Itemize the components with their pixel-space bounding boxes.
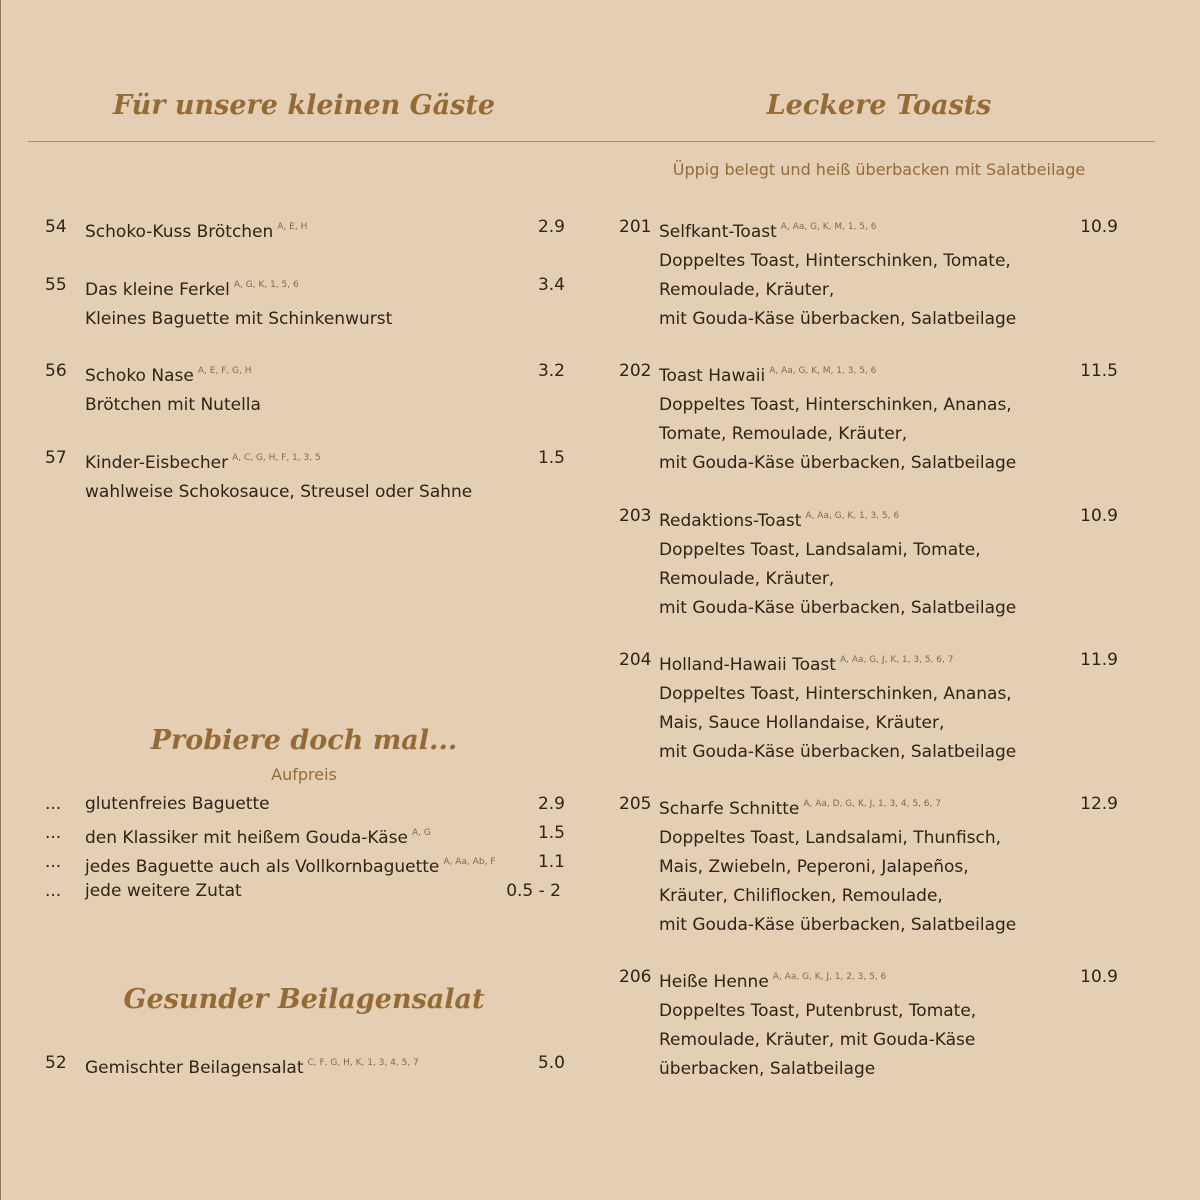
item-bullet: ...	[45, 852, 62, 872]
item-name: den Klassiker mit heißem Gouda-Käse	[85, 828, 408, 848]
item-bullet: ...	[45, 794, 62, 814]
item-number: 205	[619, 794, 652, 814]
toasts-heading: Leckere Toasts	[766, 90, 992, 121]
item-name: Das kleine Ferkel	[85, 280, 230, 300]
item-number: 201	[619, 217, 652, 237]
item-bullet: ...	[45, 823, 62, 843]
item-description: Kleines Baguette mit Schinkenwurst	[85, 309, 393, 329]
salad-heading: Gesunder Beilagensalat	[123, 984, 485, 1015]
item-allergens: A, E, H	[277, 222, 308, 232]
item-description-line: Kräuter, Chiliflocken, Remoulade,	[659, 886, 943, 906]
item-allergens: A, Aa, Ab, F	[443, 857, 496, 867]
item-description-line: Doppeltes Toast, Hinterschinken, Ananas,	[659, 395, 1012, 415]
item-name: Schoko-Kuss Brötchen	[85, 222, 274, 242]
item-body	[659, 357, 1016, 478]
item-price: 10.9	[1080, 506, 1118, 526]
item-name: Gemischter Beilagensalat	[85, 1058, 304, 1078]
item-description-line: Doppeltes Toast, Landsalami, Thunfisch,	[659, 828, 1002, 848]
item-price: 3.2	[537, 361, 565, 381]
item-description-line: Mais, Sauce Hollandaise, Kräuter,	[659, 713, 945, 733]
page-edge-line	[0, 0, 1, 1200]
item-number: 203	[619, 506, 652, 526]
item-allergens: A, Aa, G, K, M, 1, 5, 6	[780, 222, 877, 232]
item-description-line: Doppeltes Toast, Hinterschinken, Ananas,	[659, 684, 1012, 704]
item-body	[659, 502, 1016, 623]
item-description-line: Remoulade, Kräuter,	[659, 280, 835, 300]
item-body	[659, 963, 976, 1084]
item-price: 5.0	[537, 1053, 565, 1073]
item-body	[85, 444, 472, 507]
item-description-line: Remoulade, Kräuter,	[659, 569, 835, 589]
item-allergens: A, G, K, 1, 5, 6	[233, 280, 299, 290]
item-price: 3.4	[537, 275, 565, 295]
item-allergens: A, Aa, G, K, M, 1, 3, 5, 6	[769, 366, 877, 376]
item-price: 0.5 - 2	[506, 881, 561, 901]
item-allergens: A, G	[411, 828, 431, 838]
item-description: Brötchen mit Nutella	[85, 395, 261, 415]
item-price: 11.9	[1080, 650, 1118, 670]
item-body	[85, 357, 261, 420]
item-price: 1.5	[537, 448, 565, 468]
item-name: Kinder-Eisbecher	[85, 453, 229, 473]
item-allergens: A, Aa, G, J, K, 1, 3, 5, 6, 7	[839, 655, 954, 665]
item-number: 206	[619, 967, 652, 987]
item-description-line: mit Gouda-Käse überbacken, Salatbeilage	[659, 915, 1017, 935]
item-description-line: überbacken, Salatbeilage	[659, 1059, 876, 1079]
item-description: wahlweise Schokosauce, Streusel oder Sahne	[85, 482, 473, 502]
item-body	[659, 213, 1016, 334]
item-description-line: mit Gouda-Käse überbacken, Salatbeilage	[659, 742, 1017, 762]
item-description-line: Tomate, Remoulade, Kräuter,	[659, 424, 908, 444]
item-body	[85, 213, 307, 247]
item-body	[659, 646, 1016, 767]
toasts-subheading: Üppig belegt und heiß überbacken mit Salatbeilage	[672, 160, 1086, 179]
header-divider	[28, 141, 1155, 142]
item-body	[85, 877, 242, 906]
item-number: 57	[45, 448, 67, 468]
item-number: 202	[619, 361, 652, 381]
item-description-line: Doppeltes Toast, Landsalami, Tomate,	[659, 540, 981, 560]
item-price: 10.9	[1080, 967, 1118, 987]
item-name: Selfkant-Toast	[659, 222, 777, 242]
item-allergens: A, Aa, G, K, J, 1, 2, 3, 5, 6	[772, 972, 887, 982]
item-allergens: C, F, G, H, K, 1, 3, 4, 5, 7	[307, 1058, 419, 1068]
item-allergens: A, C, G, H, F, 1, 3, 5	[232, 453, 321, 463]
item-price: 1.1	[537, 852, 565, 872]
item-name: Toast Hawaii	[659, 366, 766, 386]
item-price: 11.5	[1080, 361, 1118, 381]
item-body	[85, 790, 270, 819]
item-body	[659, 790, 1016, 940]
item-number: 54	[45, 217, 67, 237]
item-name: glutenfreies Baguette	[85, 794, 270, 814]
item-description-line: Doppeltes Toast, Hinterschinken, Tomate,	[659, 251, 1011, 271]
item-body	[85, 1049, 419, 1083]
item-price: 2.9	[537, 217, 565, 237]
item-allergens: A, E, F, G, H	[197, 366, 252, 376]
item-name: jedes Baguette auch als Vollkornbaguette	[85, 857, 440, 877]
item-number: 52	[45, 1053, 67, 1073]
item-price: 1.5	[537, 823, 565, 843]
item-allergens: A, Aa, D, G, K, J, 1, 3, 4, 5, 6, 7	[803, 799, 941, 809]
item-price: 10.9	[1080, 217, 1118, 237]
item-name: Heiße Henne	[659, 972, 769, 992]
item-number: 55	[45, 275, 67, 295]
item-body	[85, 271, 392, 334]
item-name: jede weitere Zutat	[85, 881, 242, 901]
item-name: Schoko Nase	[85, 366, 194, 386]
item-description-line: Remoulade, Kräuter, mit Gouda-Käse	[659, 1030, 976, 1050]
item-description-line: mit Gouda-Käse überbacken, Salatbeilage	[659, 309, 1017, 329]
item-description-line: mit Gouda-Käse überbacken, Salatbeilage	[659, 598, 1017, 618]
item-description-line: Doppeltes Toast, Putenbrust, Tomate,	[659, 1001, 977, 1021]
try-heading: Probiere doch mal...	[150, 725, 458, 756]
item-description-line: Mais, Zwiebeln, Peperoni, Jalapeños,	[659, 857, 969, 877]
item-bullet: ...	[45, 881, 62, 901]
item-name: Redaktions-Toast	[659, 511, 802, 531]
item-allergens: A, Aa, G, K, 1, 3, 5, 6	[805, 511, 900, 521]
kids-heading: Für unsere kleinen Gäste	[112, 90, 496, 121]
item-name: Holland-Hawaii Toast	[659, 655, 836, 675]
item-description-line: mit Gouda-Käse überbacken, Salatbeilage	[659, 453, 1017, 473]
item-number: 204	[619, 650, 652, 670]
item-price: 2.9	[537, 794, 565, 814]
item-name: Scharfe Schnitte	[659, 799, 800, 819]
item-number: 56	[45, 361, 67, 381]
item-price: 12.9	[1080, 794, 1118, 814]
try-subheading: Aufpreis	[271, 765, 337, 784]
